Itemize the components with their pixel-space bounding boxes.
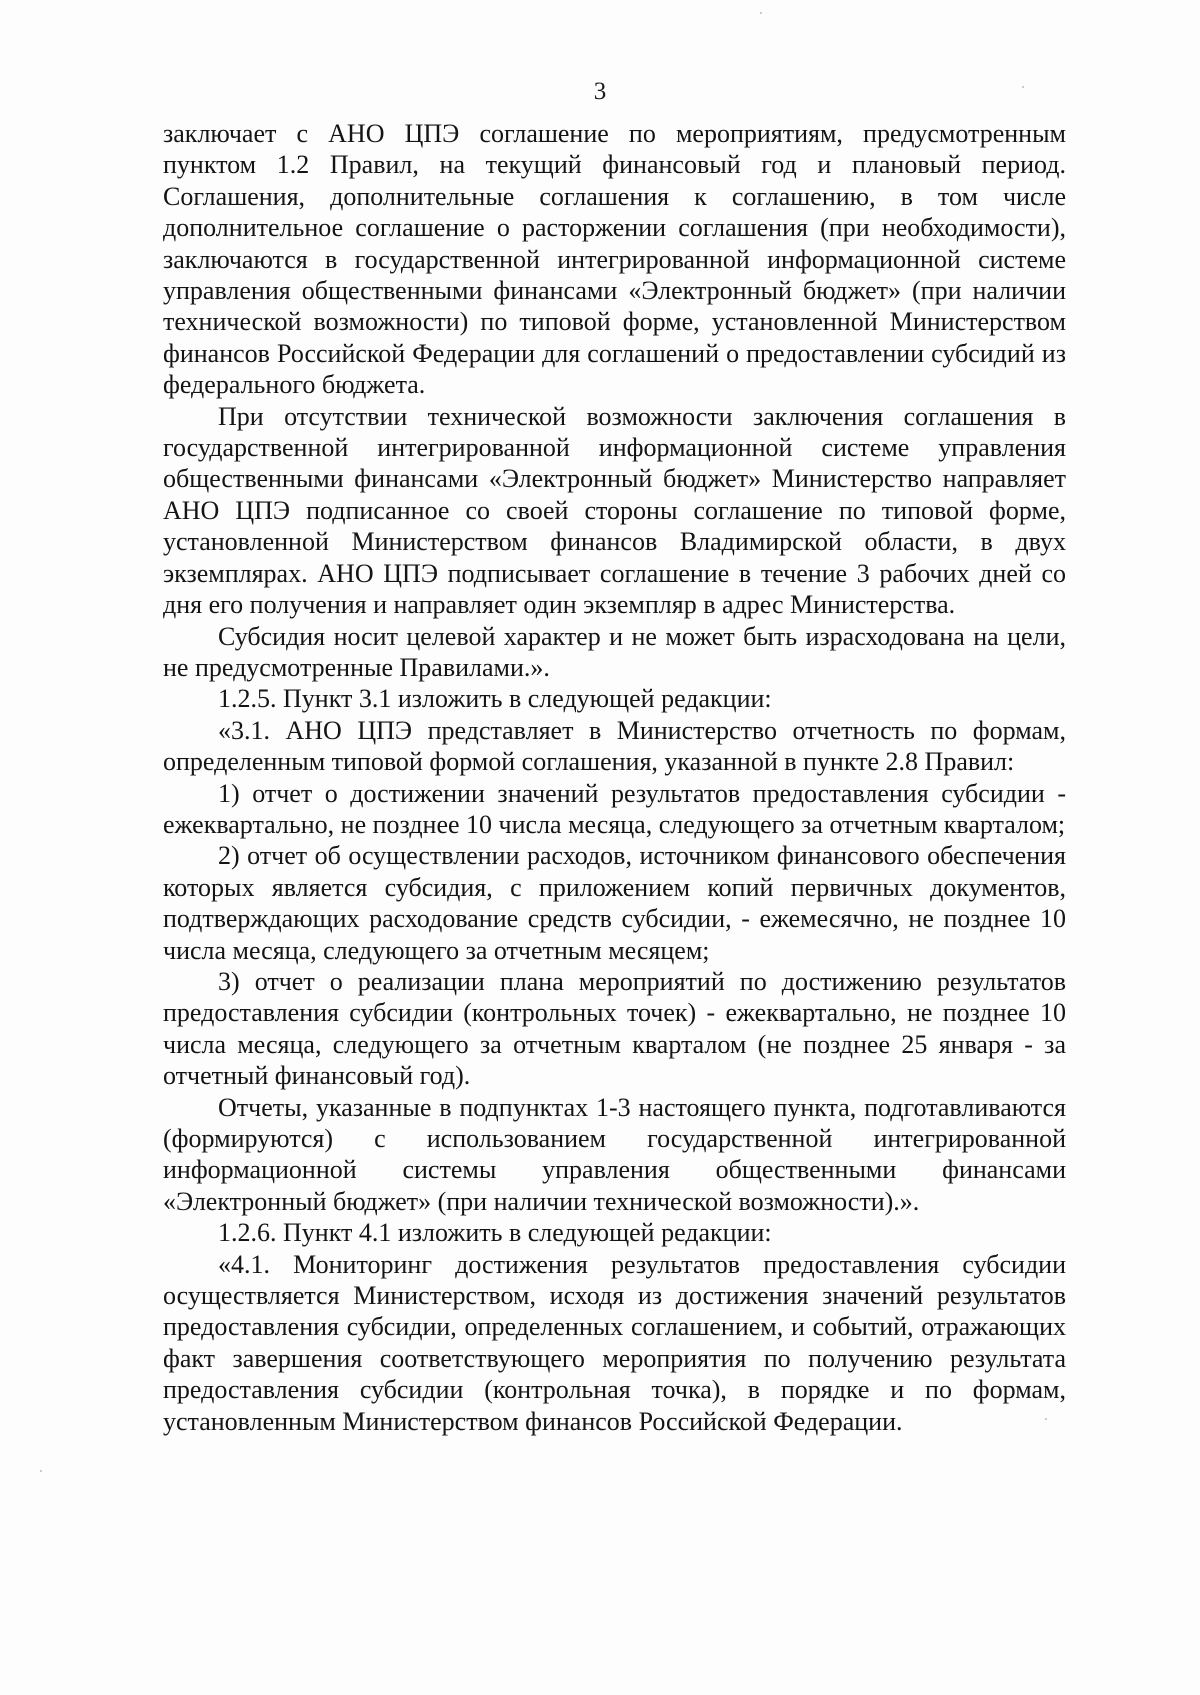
document-body — [163, 118, 1066, 1437]
scan-speck — [1022, 86, 1024, 88]
clause-1-2-6-heading: 1.2.6. Пункт 4.1 изложить в следующей редакции: — [218, 1218, 772, 1248]
clause-3-1: «3.1. АНО ЦПЭ представляет в Министерство отчетность по формам, определенным типовой формой соглашения, указанной в пункте 2.8 Правил: — [163, 715, 1066, 777]
paragraph-continuation: заключает с АНО ЦПЭ соглашение по мероприятиям, предусмотренным пунктом 1.2 Правил, на текущий финансовый год и плановый период. Соглашения, дополнительные соглашения к соглашению, в том числе дополнительное соглашение о расторжении соглашения (при необходимости), заключаются в государственной интегрированной информационной системе управления общественными финансами «Электронный бюджет» (при наличии технической возможности) по типовой форме, установленной Министерством финансов Российской Федерации для соглашений о предоставлении субсидий из федерального бюджета. — [163, 119, 1066, 400]
clause-1-2-5-heading: 1.2.5. Пункт 3.1 изложить в следующей редакции: — [218, 684, 772, 714]
report-item-1: 1) отчет о достижении значений результатов предоставления субсидии - ежеквартально, не позднее 10 числа месяца, следующего за отчетным кварталом; — [163, 778, 1066, 839]
clause-4-1: «4.1. Мониторинг достижения результатов предоставления субсидии осуществляется Министерством, исходя из достижения значений результатов предоставления субсидии, определенных соглашением, и событий, отражающих факт завершения соответствующего мероприятия по получению результата предоставления субсидии (контрольная точка), в порядке и по формам, установленным Министерством финансов Российской Федерации. — [163, 1249, 1066, 1436]
paragraph-subsidy-purpose: Субсидия носит целевой характер и не может быть израсходована на цели, не предусмотренные Правилами.». — [163, 621, 1066, 682]
paragraph-no-technical-possibility: При отсутствии технической возможности заключения соглашения в государственной интегрированной информационной системе управления общественными финансами «Электронный бюджет» Министерство направляет АНО ЦПЭ подписанное со своей стороны соглашение по типовой форме, установленной Министерством финансов Владимирской области, в двух экземплярах. АНО ЦПЭ подписывает соглашение в течение 3 рабочих дней со дня его получения и направляет один экземпляр в адрес Министерства. — [163, 401, 1066, 620]
scan-speck — [760, 12, 762, 14]
scan-speck — [40, 1470, 42, 1472]
report-item-2: 2) отчет об осуществлении расходов, источником финансового обеспечения которых является субсидия, с приложением копий первичных документов, подтверждающих расходование средств субсидии, - ежемесячно, не позднее 10 числа месяца, следующего за отчетным месяцем; — [163, 841, 1066, 965]
paragraph-reports-formed: Отчеты, указанные в подпунктах 1-3 настоящего пункта, подготавливаются (формируются) с использованием государственной интегрированной информационной системы управления общественными финансами «Электронный бюджет» (при наличии технической возможности).». — [163, 1092, 1066, 1216]
scan-speck — [1045, 1418, 1047, 1420]
report-item-3: 3) отчет о реализации плана мероприятий по достижению результатов предоставления субсидии (контрольных точек) - ежеквартально, не позднее 10 числа месяца, следующего за отчетным кварталом (не позднее 25 января - за отчетный финансовый год). — [163, 966, 1066, 1091]
page-number: 3 — [593, 78, 607, 105]
